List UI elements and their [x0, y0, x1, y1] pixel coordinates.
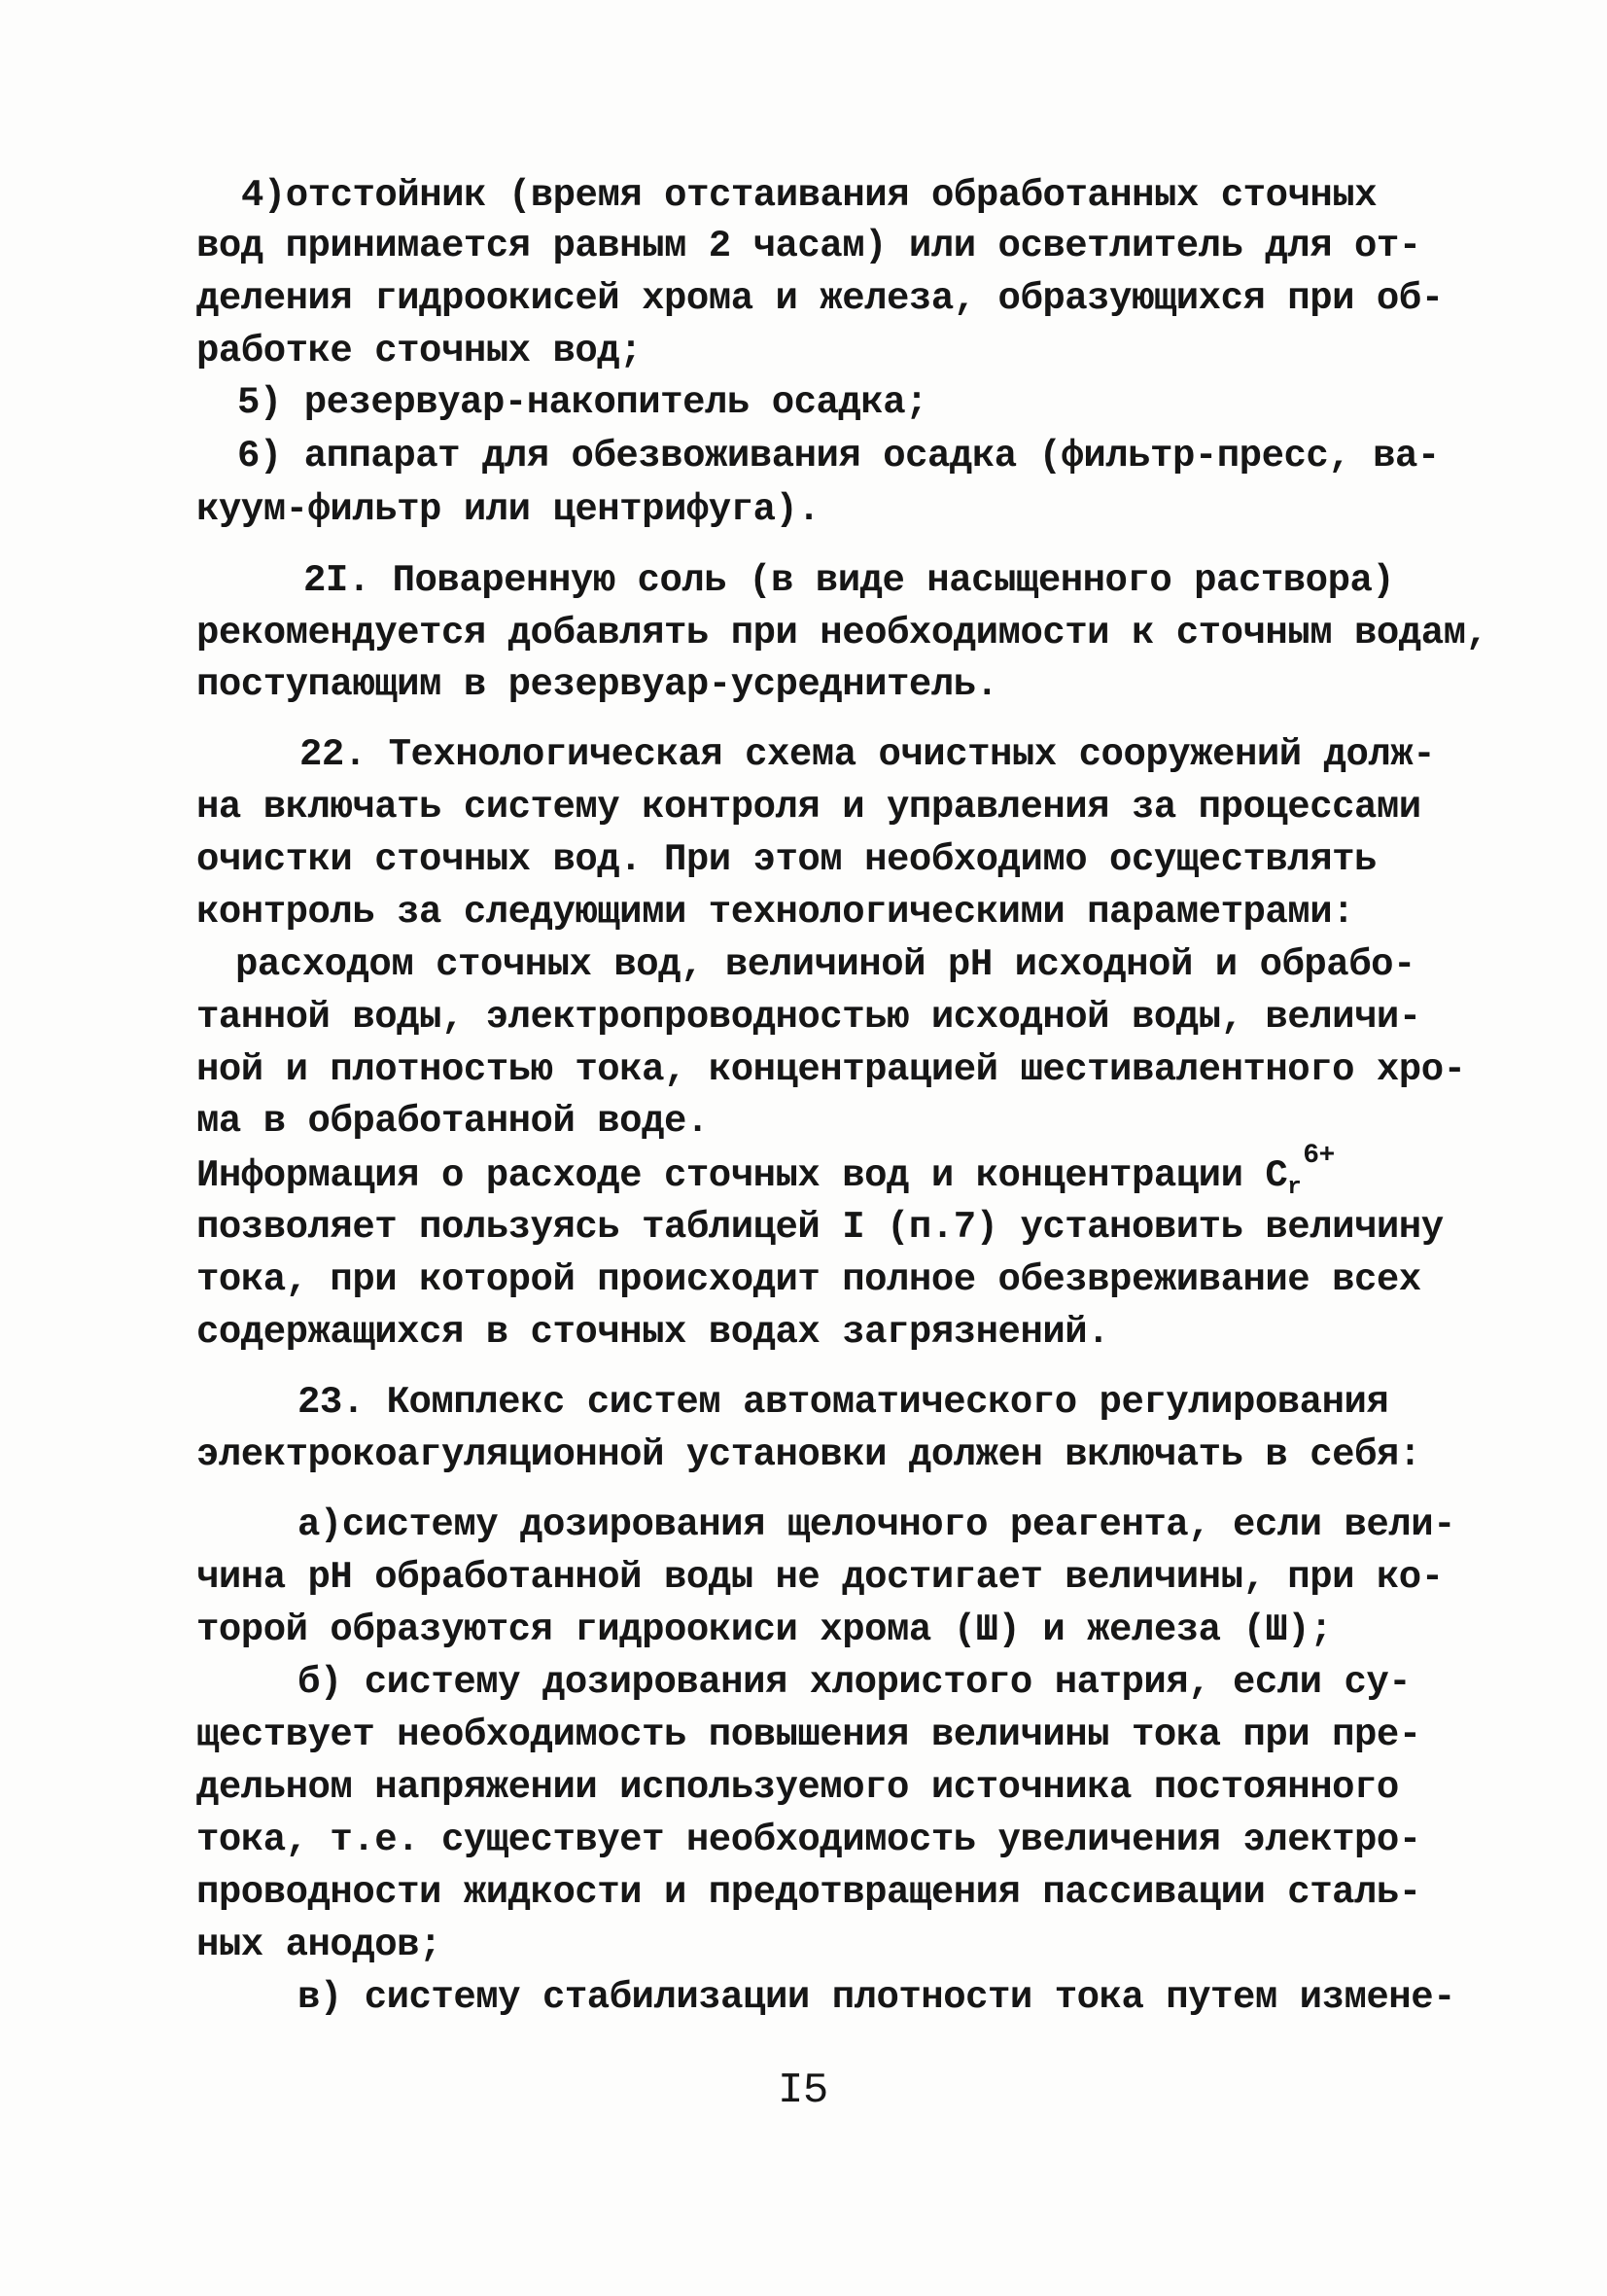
text-line-20: позволяет пользуясь таблицей I (п.7) установить величину: [196, 1206, 1444, 1249]
text-line-18: ма в обработанной воде.: [196, 1100, 709, 1143]
text-line-4: работке сточных вод;: [196, 330, 643, 372]
text-line-5: 5) резервуар-накопитель осадка;: [237, 381, 928, 424]
text-line-10: поступающим в резервуар-усреднитель.: [196, 663, 998, 706]
text-line-14: контроль за следующими технологическими параметрами:: [196, 891, 1354, 934]
text-line-6: 6) аппарат для обезвоживания осадка (фильтр-пресс, ва-: [237, 435, 1440, 477]
text-line-3: деления гидроокисей хрома и железа, образующихся при об-: [196, 277, 1444, 320]
text-line-22: содержащихся в сточных водах загрязнений.: [196, 1311, 1110, 1354]
text-line-34: в) систему стабилизации плотности тока путем измене-: [297, 1976, 1455, 2019]
text-line-27: торой образуются гидроокиси хрома (Ш) и железа (Ш);: [196, 1608, 1333, 1651]
text-line-13: очистки сточных вод. При этом необходимо осуществлять: [196, 838, 1377, 881]
text-line-26: чина pH обработанной воды не достигает величины, при ко-: [196, 1556, 1444, 1599]
text-line-25: а)систему дозирования щелочного реагента, если вели-: [297, 1503, 1455, 1546]
text-line-33: ных анодов;: [196, 1924, 441, 1966]
chem-superscript: 6+: [1303, 1141, 1335, 1171]
text-line-28: б) систему дозирования хлористого натрия, если су-: [297, 1661, 1412, 1704]
text-line-30: дельном напряжении используемого источника постоянного: [196, 1766, 1399, 1809]
text-line-7: куум-фильтр или центрифуга).: [196, 488, 821, 531]
text-line-1: 4)отстойник (время отстаивания обработанных сточных: [241, 174, 1378, 217]
text-line-15: расходом сточных вод, величиной pH исходной и обрабо-: [235, 943, 1415, 986]
text-line-24: электрокоагуляционной установки должен включать в себя:: [196, 1433, 1421, 1476]
page-number: I5: [778, 2066, 828, 2115]
text-line-9: рекомендуется добавлять при необходимости к сточным водам,: [196, 612, 1488, 654]
text-line-16: танной воды, электропроводностью исходной воды, величи-: [196, 996, 1421, 1039]
text-line-23: 23. Комплекс систем автоматического регулирования: [297, 1381, 1389, 1424]
text-line-12: на включать систему контроля и управления за процессами: [196, 786, 1421, 829]
text-line-19: [196, 1141, 1335, 1201]
text-line-29: ществует необходимость повышения величины тока при пре-: [196, 1713, 1421, 1756]
chem-subscript: r: [1287, 1175, 1302, 1201]
text-line-8: 2I. Поваренную соль (в виде насыщенного раствора): [303, 559, 1395, 602]
text-line-2: вод принимается равным 2 часам) или осветлитель для от-: [196, 225, 1421, 267]
text-line-11: 22. Технологическая схема очистных сооружений долж-: [299, 733, 1436, 776]
text-line-21: тока, при которой происходит полное обезвреживание всех: [196, 1258, 1421, 1301]
text-line-19-main: Информация о расходе сточных вод и концентрации C: [196, 1154, 1288, 1197]
text-line-31: тока, т.е. существует необходимость увеличения электро-: [196, 1819, 1421, 1861]
text-line-17: ной и плотностью тока, концентрацией шестивалентного хро-: [196, 1048, 1466, 1091]
text-line-32: проводности жидкости и предотвращения пассивации сталь-: [196, 1871, 1421, 1914]
